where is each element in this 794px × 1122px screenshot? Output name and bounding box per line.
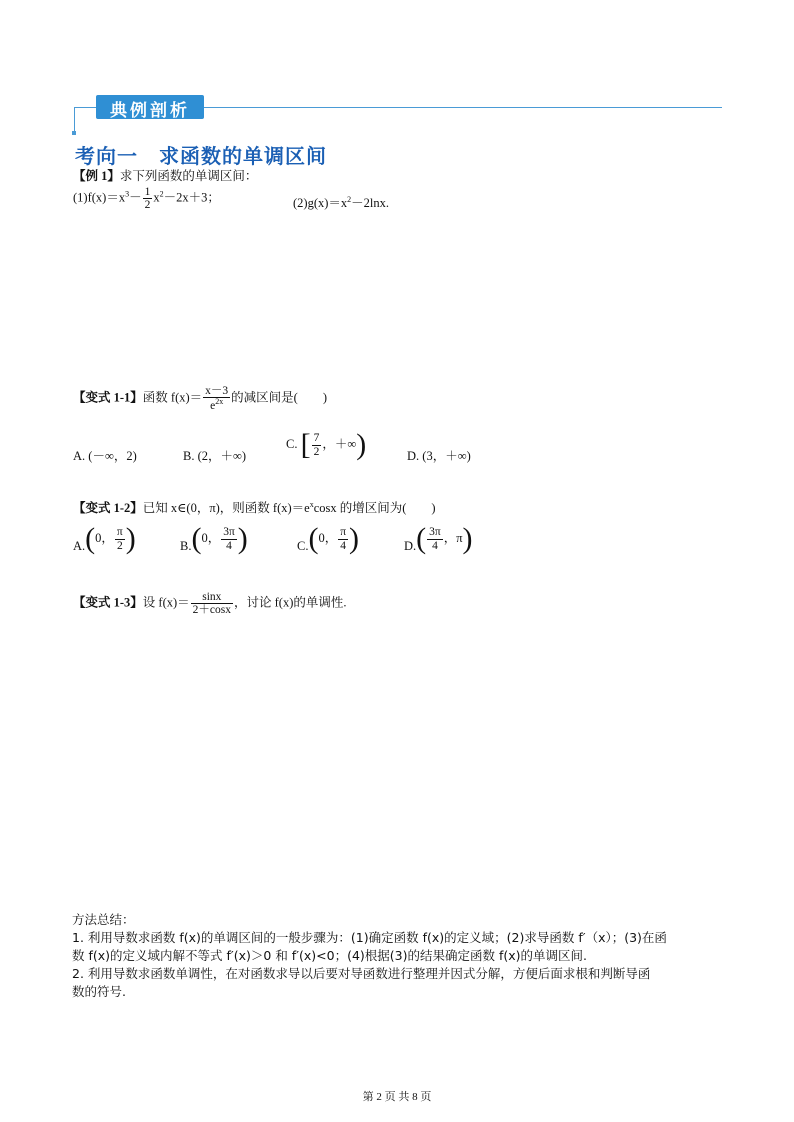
variant11-option-b: B. (2，＋∞) [183,449,247,463]
banner-title: 典例剖析 [110,101,190,121]
section-title: 考向一 求函数的单调区间 [75,144,327,168]
variant11-den-exp: 2x [215,397,224,407]
variant12-opt-b-fraction [221,526,237,551]
part2-exp: 2 [347,195,352,204]
variant12-label: 【变式 1-2】 [73,501,143,515]
right-paren: ) [237,522,248,555]
variant12-opt-b-left: 0， [201,530,221,545]
variant12-option-b [180,524,248,554]
variant12-opt-c-fraction [338,526,348,551]
part1-frac-num: 1 [144,186,151,198]
part2-text-b: －2lnx. [351,196,390,210]
part1-frac-den: 2 [144,199,151,212]
variant12-opt-d-label: D. [404,538,417,553]
variant12-opt-a-left: 0， [95,530,114,545]
part1-text-d: －2x＋3； [163,190,220,205]
variant12-opt-a-label: A. [73,538,86,553]
variant11-frac-num: x－3 [205,385,229,397]
part1-fraction [143,186,153,211]
variant13-frac-num: sinx [191,591,233,604]
variant11-opt-c-den: 2 [313,445,320,458]
left-paren: ( [191,522,202,555]
variant12-opt-c-label: C. [297,538,309,553]
variant12-opt-b-label: B. [180,538,192,553]
variant13-text-b: ，讨论 f(x)的单调性. [234,595,347,610]
variant12-opt-c-left: 0， [318,530,338,545]
variant11-frac-den [203,398,230,412]
part1-exp: 3 [125,189,130,199]
variant12-opt-d-fraction [427,526,443,551]
right-paren: ) [349,522,360,555]
part2-text-a: (2)g(x)＝x [293,196,348,210]
variant11-option-a: A. (－∞，2) [73,449,137,463]
variant12-option-c [297,524,359,554]
banner-left-rule [74,107,75,133]
variant11-fraction [203,385,230,412]
variant12-opt-b-den: 4 [226,539,232,552]
variant13-fraction [191,591,233,616]
banner-dot [72,131,76,135]
example1-part2 [293,193,389,211]
variant11-label: 【变式 1-1】 [73,390,143,405]
variant11-opt-c-fraction [312,432,322,457]
left-paren: ( [308,522,319,555]
variant12-opt-c-num: π [340,526,347,539]
part1-text-c: x [153,190,160,205]
summary-title: 方法总结： [72,912,135,927]
variant12-exp: x [309,500,314,509]
variant12-opt-b-num: 3π [223,526,235,539]
right-paren: ) [125,522,136,555]
example1-part1 [73,186,220,211]
variant12-question [73,498,436,516]
variant12-option-a [73,524,136,554]
summary-line-4: 数的符号. [72,984,126,999]
variant11-opt-c-num: 7 [313,432,320,445]
variant13-label: 【变式 1-3】 [73,595,143,610]
variant12-text-b: cosx 的增区间为( ) [313,501,436,515]
variant12-opt-c-den: 4 [340,539,347,552]
variant11-den-base: e [210,400,216,413]
variant12-opt-a-num: π [116,526,123,539]
variant13-frac-den: 2＋cosx [192,604,232,617]
variant12-opt-d-num: 3π [429,526,441,539]
left-bracket: [ [300,428,311,461]
variant12-opt-a-fraction [115,526,125,551]
part1-text-b: － [129,190,142,205]
variant11-option-c [286,430,366,460]
summary-line-1: 1. 利用导数求函数 f(x)的单调区间的一般步骤为：(1)确定函数 f(x)的定义域；(2)求导函数 f′（x）；(3)在函 [72,930,667,945]
right-paren: ) [356,428,367,461]
variant13-question [73,591,347,616]
variant11-text-b: 的减区间是( ) [231,390,327,405]
variant12-option-d [404,524,473,554]
variant11-opt-c-label: C. [286,436,298,451]
summary-line-3: 2. 利用导数求函数单调性，在对函数求导以后要对导函数进行整理并因式分解，方便后面求根和判断导函 [72,966,651,981]
variant12-text-a: 已知 x∈(0，π)，则函数 f(x)＝e [142,501,310,515]
example1-label: 【例 1】 [73,169,120,183]
part1-text-a: (1)f(x)＝x [73,190,126,205]
summary-line-2: 数 f(x)的定义域内解不等式 f′(x)＞0 和 f′(x)<0；(4)根据(3)的结果确定函数 f(x)的单调区间. [72,948,588,963]
variant13-text-a: 设 f(x)＝ [142,595,190,610]
example1-text: 求下列函数的单调区间： [119,169,258,183]
variant11-opt-c-rest: ，＋∞ [322,436,357,451]
left-paren: ( [85,522,96,555]
variant12-opt-a-den: 2 [116,539,123,552]
variant12-opt-d-den: 4 [432,539,438,552]
variant11-text-a: 函数 f(x)＝ [142,390,203,405]
page-number: 第 2 页 共 8 页 [362,1091,432,1103]
left-paren: ( [416,522,427,555]
part1-exp2: 2 [159,189,164,199]
example1-prompt [73,166,257,184]
right-paren: ) [462,522,473,555]
variant11-option-d: D. (3，＋∞) [407,449,471,463]
variant11-question [73,385,327,412]
variant12-opt-d-right: ，π [443,530,463,545]
